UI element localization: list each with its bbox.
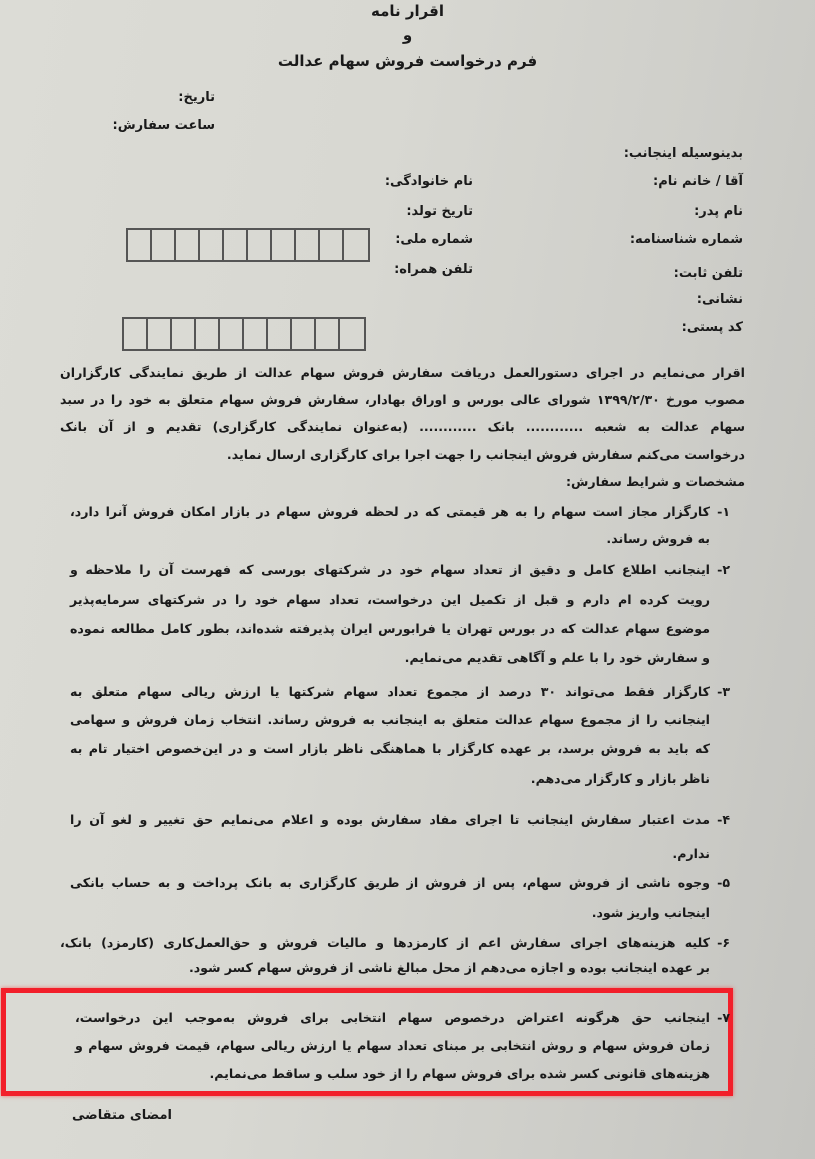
declaration-line: سهام عدالت به شعبه ............ بانک ............ (به‌عنوان نمایندگی کارگزاری) تقدیم و از آن بانک <box>60 419 745 434</box>
condition-line: اینجانب را از مجموع سهام عدالت متعلق به اینجانب به فروش رساند. انتخاب زمان فروش و سهامی <box>70 712 710 727</box>
postal-code-boxes[interactable] <box>122 317 366 351</box>
mobile-field: تلفن همراه: <box>394 262 473 277</box>
form-title: اقرار نامه <box>371 2 444 20</box>
condition-line: اینجانب اطلاع کامل و دقیق از تعداد سهام خود در شرکتهای بورسی که فهرست آن را ملاحظه و <box>70 562 710 577</box>
condition-line: به فروش رساند. <box>606 531 710 546</box>
order-time-label: ساعت سفارش: <box>112 118 215 133</box>
condition-line: کارگزار فقط می‌تواند ۳۰ درصد از مجموع تعداد سهام شرکتها یا ارزش ریالی سهام متعلق به <box>70 684 710 699</box>
postal-code-field: کد پستی: <box>681 320 743 335</box>
condition-number: ۲- <box>717 562 730 577</box>
condition-line: کارگزار مجاز است سهام را به هر قیمتی که در لحظه فروش سهام در بازار امکان فروش آنرا دارد، <box>70 504 710 519</box>
condition-number: ۱- <box>717 504 730 519</box>
landline-field: تلفن ثابت: <box>673 266 743 281</box>
condition-line: وجوه ناشی از فروش سهام، پس از فروش از طریق کارگزاری به بانک پرداخت و به حساب بانکی <box>70 875 710 890</box>
conditions-heading: مشخصات و شرایط سفارش: <box>565 474 745 489</box>
last-name-field: نام خانوادگی: <box>384 174 473 189</box>
address-field: نشانی: <box>696 292 743 307</box>
national-id-field: شماره ملی: <box>395 232 473 247</box>
condition-line: که باید به فروش برسد، بر عهده کارگزار با هماهنگی ناظر بازار است و در این‌خصوص اختیار تام به <box>70 741 710 756</box>
condition-line: ندارم. <box>672 846 710 861</box>
condition-line: بر عهده اینجانب بوده و اجازه می‌دهم از محل مبالغ ناشی از فروش سهام کسر شود. <box>188 960 710 975</box>
condition-number: ۴- <box>717 812 730 827</box>
declaration-line: مصوب مورخ ۱۳۹۹/۲/۳۰ شورای عالی بورس و اوراق بهادار، سفارش فروش سهام متعلق به خود را در سبد <box>60 392 745 407</box>
birth-cert-number-field: شماره شناسنامه: <box>629 232 743 247</box>
date-label: تاریخ: <box>178 90 215 105</box>
condition-number: ۷- <box>717 1010 730 1025</box>
applicant-intro: بدینوسیله اینجانب: <box>623 146 743 161</box>
condition-line: کلیه هزینه‌های اجرای سفارش اعم از کارمزدها و مالیات فروش و حق‌العمل‌کاری (کارمزد) بانک، <box>60 935 710 950</box>
condition-line: اینجانب حق هرگونه اعتراض درخصوص سهام انتخابی برای فروش به‌موجب این درخواست، <box>75 1010 710 1025</box>
condition-line: ناظر بازار و کارگزار می‌دهم. <box>530 771 710 786</box>
applicant-signature-label: امضای متقاضی <box>72 1108 172 1123</box>
condition-line: رویت کرده ام دارم و قبل از تکمیل این درخواست، تعداد سهام خود را در شرکتهای سرمایه‌پذیر <box>70 592 710 607</box>
declaration-line: اقرار می‌نمایم در اجرای دستورالعمل دریافت سفارش فروش سهام عدالت از طریق نمایندگی کارگزاران <box>60 365 745 380</box>
first-name-field: آقا / خانم نام: <box>653 174 743 189</box>
national-id-boxes[interactable] <box>126 228 370 262</box>
condition-line: موضوع سهام عدالت که در بورس تهران یا فرابورس ایران پذیرفته شده‌اند، بطور کامل مطالعه نموده <box>70 621 710 636</box>
form-subtitle: فرم درخواست فروش سهام عدالت <box>277 52 538 70</box>
condition-number: ۶- <box>717 935 730 950</box>
declaration-line: درخواست می‌کنم سفارش فروش اینجانب را جهت اجرا برای کارگزاری ارسال نماید. <box>226 447 745 462</box>
condition-line: و سفارش خود را با علم و آگاهی تقدیم می‌نمایم. <box>404 650 710 665</box>
form-title-conjunction: و <box>402 26 413 44</box>
condition-line: زمان فروش سهام و روش انتخابی بر مبنای تعداد سهام یا ارزش ریالی سهام، قیمت فروش سهام و <box>75 1038 710 1053</box>
condition-line: هزینه‌های قانونی کسر شده برای فروش سهام را از خود سلب و ساقط می‌نمایم. <box>209 1066 710 1081</box>
birth-date-field: تاریخ تولد: <box>406 204 473 219</box>
condition-line: مدت اعتبار سفارش اینجانب تا اجرای مفاد سفارش بوده و اعلام می‌نمایم حق تغییر و لغو آن را <box>70 812 710 827</box>
condition-line: اینجانب واریز شود. <box>591 905 710 920</box>
condition-number: ۵- <box>717 875 730 890</box>
father-name-field: نام پدر: <box>694 204 743 219</box>
condition-number: ۳- <box>717 684 730 699</box>
